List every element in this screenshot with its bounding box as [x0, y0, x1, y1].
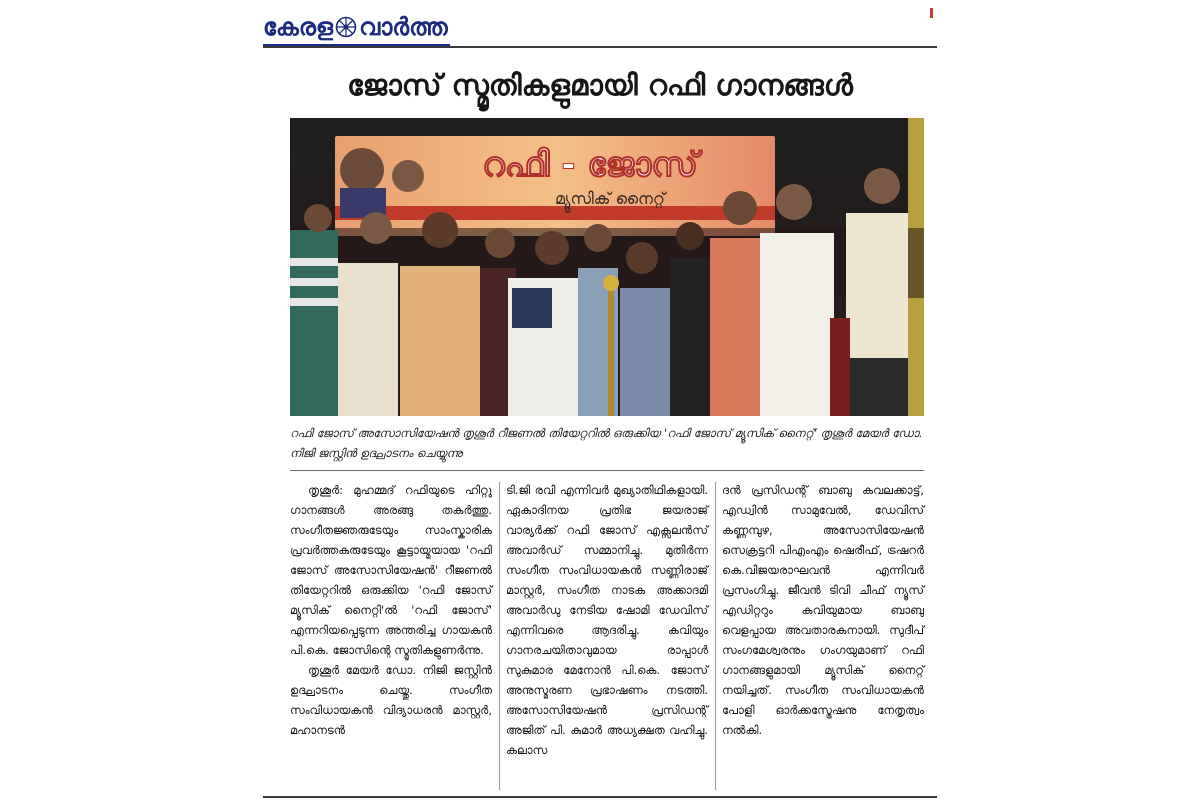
article-paragraph: ദൻ പ്രസിഡന്റ് ബാബു കവലക്കാട്ട്, എഡ്വിൻ സാമുവേൽ, ഡേവിസ് കണ്ണമ്പുഴ, അസോസിയേഷൻ സെക്രട്ടറി പിഎംഎം ഷെരീഫ്, ട്രഷറർ കെ.വിജയരാഘവൻ എന്നിവർ പ്രസംഗിച്ചു. ജീവൻ ടിവി ചീഫ് ന്യൂസ് എഡിറ്ററും കവിയുമായ ബാബു വെളപ്പായ അവതാരകനായി. സുദീപ് സംഗമേശ്വരനും ഗംഗയുമാണ് റഫി ഗാനങ്ങളുമായി മ്യൂസിക് നൈറ്റ് നയിച്ചത്. സംഗീത സംവിധായകൻ പോളി ഓർക്കസ്ട്രേഷനു നേതൃത്വം നൽകി.: [722, 483, 924, 737]
article-column-1: [290, 480, 492, 740]
masthead-title-right: വാർത്ത: [359, 13, 448, 41]
event-photo: [290, 118, 924, 416]
article-column-2: [506, 480, 708, 760]
masthead-title-left: കേരള: [263, 13, 334, 41]
wheel-emblem-icon: [335, 16, 357, 38]
column-divider: [499, 482, 500, 790]
masthead: [263, 10, 450, 46]
footer-divider: [263, 796, 937, 798]
column-divider: [715, 482, 716, 790]
header-divider: [263, 46, 937, 48]
banner-subtitle: മ്യൂസിക് നൈറ്റ്: [555, 189, 665, 208]
article-paragraph: ടി.ജി രവി എന്നിവർ മുഖ്യാതിഥികളായി. ഏകാദിനയ പ്രതിഭ ജയരാജ് വാര്യർക്ക് റഫി ജോസ് എക്സലൻസ് അവാർഡ് സമ്മാനിച്ചു. മുതിർന്ന സംഗീത സംവിധായകൻ സണ്ണിരാജ് മാസ്റ്റർ, സംഗീത നാടക അക്കാദമി അവാർഡു നേടിയ ഷോമി ഡേവിസ് എന്നിവരെ ആദരിച്ചു. കവിയും ഗാനരചയിതാവുമായ രാപ്പാൾ സുകുമാര മേനോൻ പി.കെ. ജോസ് അനുസ്മരണ പ്രഭാഷണം നടത്തി. അസോസിയേഷൻ പ്രസിഡന്റ് അജിത് പി. കുമാർ അധ്യക്ഷത വഹിച്ചു. കലാസ: [506, 483, 708, 757]
newspaper-clipping: [263, 0, 937, 800]
article-paragraph: തൃശൂർ മേയർ ഡോ. നിജി ജസ്റ്റിൻ ഉദ്ഘാടനം ചെയ്തു. സംഗീത സംവിധായകൻ വിദ്യാധരൻ മാസ്റ്റർ, മഹാനടൻ: [290, 663, 492, 737]
article-column-3: [722, 480, 924, 740]
headline: ജോസ് സ്മൃതികളുമായി റഫി ഗാനങ്ങൾ: [347, 68, 853, 102]
page-mark: [930, 8, 933, 18]
article-paragraph: തൃശൂർ: മുഹമ്മദ് റഫിയുടെ ഹിറ്റു ഗാനങ്ങൾ അരങ്ങു തകർത്തു. സംഗീതജ്ഞരുടേയും സാംസ്കാരിക പ്രവർത്തകരുടേയും കൂട്ടായ്മയായ 'റഫി ജോസ് അസോസിയേഷൻ' റീജണൽ തിയേറ്ററിൽ ഒരുക്കിയ 'റഫി ജോസ് മ്യൂസിക് നൈറ്റി'ൽ 'റഫി ജോസ്' എന്നറിയപ്പെടുന്ന അന്തരിച്ച ഗായകൻ പി.കെ. ജോസിന്റെ സ്മൃതികളുണർന്നു.: [290, 483, 492, 657]
photo-caption: റഫി ജോസ് അസോസിയേഷൻ തൃശൂർ റീജണൽ തിയേറ്ററിൽ ഒരുക്കിയ 'റഫി ജോസ് മ്യൂസിക് നൈറ്റ്' തൃശൂർ മേയർ ഡോ. നിജി ജസ്റ്റിൻ ഉദ്ഘാടനം ചെയ്യുന്നു: [290, 426, 923, 460]
caption-divider: [290, 470, 924, 471]
banner-title: റഫി - ജോസ്: [482, 145, 698, 185]
